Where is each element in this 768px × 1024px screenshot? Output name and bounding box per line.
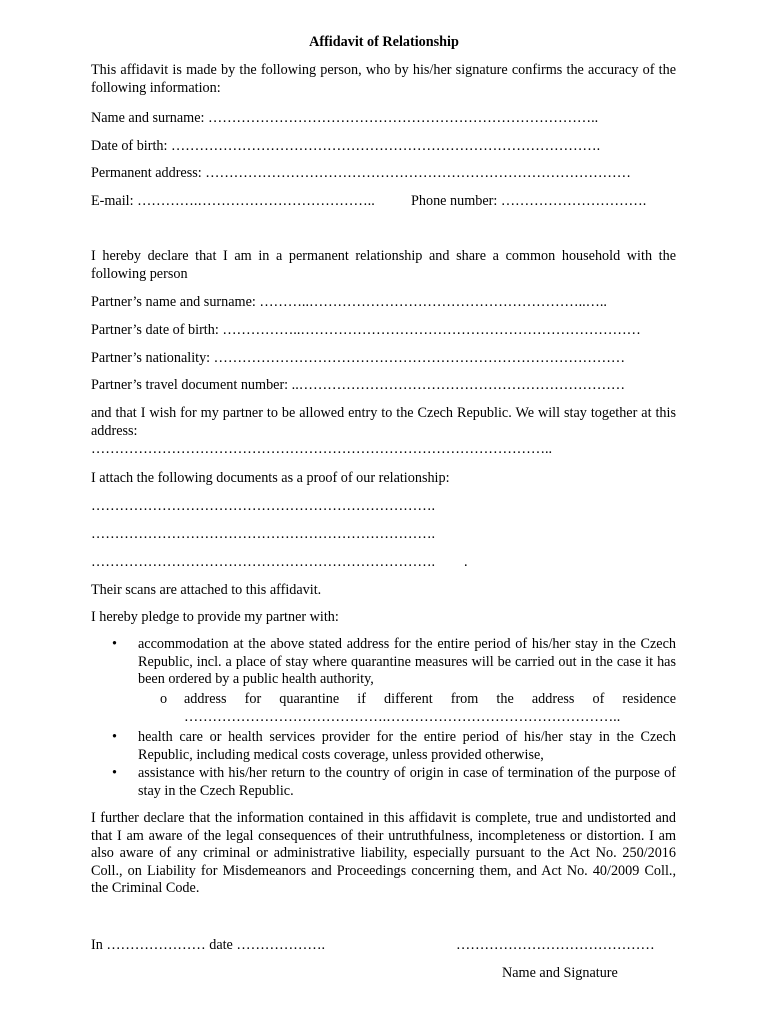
document-title: Affidavit of Relationship bbox=[309, 34, 459, 50]
attach-documents-intro: I attach the following documents as a proof of our relationship: bbox=[91, 470, 450, 486]
partner-travel-document-field: Partner’s travel document number: ..…………………………………………………………… bbox=[91, 377, 626, 393]
pledge-health-care: health care or health services provider for the entire period of his/her stay in the Czech Republic, including medical costs coverage, unless provided otherwise, bbox=[138, 729, 676, 763]
document-line-1: ………………………………………………………………. bbox=[91, 498, 436, 514]
permanent-address-field: Permanent address: ……………………………………………………………………………… bbox=[91, 165, 631, 181]
intro-paragraph: This affidavit is made by the following person, who by his/her signature confirms the accuracy of the following information: bbox=[91, 62, 676, 96]
document-line-3-end: . bbox=[464, 554, 468, 570]
bullet-marker: • bbox=[112, 765, 117, 781]
pledge-return-assistance: assistance with his/her return to the country of origin in case of termination of the purpose of stay in the Czech Republic. bbox=[138, 765, 676, 799]
document-line-2: ………………………………………………………………. bbox=[91, 526, 436, 542]
document-line-3: ………………………………………………………………. bbox=[91, 554, 436, 570]
final-declaration: I further declare that the information contained in this affidavit is complete, true and undistorted and that I am aware of the legal consequences of their untruthfulness, incompleteness or distortion. I am also aware of any criminal or administrative liability, especially pursuant to the Act No. 250/2016 Coll., on Liability for Misdemeanors and Proceedings concerning them, and Act No. 40/2009 Coll., the Criminal Code. bbox=[91, 810, 676, 897]
entry-statement: and that I wish for my partner to be allowed entry to the Czech Republic. We will stay together at this address: bbox=[91, 405, 676, 439]
partner-name-field: Partner’s name and surname: ………..…………………………………………………..….. bbox=[91, 294, 607, 310]
bullet-marker: • bbox=[112, 636, 117, 652]
pledge-accommodation: accommodation at the above stated address for the entire period of his/her stay in the Czech Republic, incl. a place of stay where quarantine measures will be carried out in the case it has been ordered by a public health authority, bbox=[138, 636, 676, 688]
signature-label: Name and Signature bbox=[502, 965, 618, 981]
relationship-declaration: I hereby declare that I am in a permanent relationship and share a common household with the following person bbox=[91, 248, 676, 282]
email-field: E-mail: ………….……………………………….. bbox=[91, 193, 375, 209]
name-field: Name and surname: ……………………………………………………………………….. bbox=[91, 110, 599, 126]
phone-field: Phone number: …………………………. bbox=[411, 193, 647, 209]
date-of-birth-field: Date of birth: ………………………………………………………………………………. bbox=[91, 138, 601, 154]
signature-line: …………………………………… bbox=[456, 937, 655, 953]
partner-date-of-birth-field: Partner’s date of birth: ……………..……………………………………………………………… bbox=[91, 322, 641, 338]
pledge-intro: I hereby pledge to provide my partner with: bbox=[91, 609, 339, 625]
quarantine-address-line: …………………………………….………………………………………….. bbox=[184, 709, 621, 725]
bullet-marker: • bbox=[112, 729, 117, 745]
entry-address-line: …………………………………………………………………………………….. bbox=[91, 441, 553, 457]
quarantine-address-item: address for quarantine if different from the address of residence bbox=[184, 691, 676, 707]
scans-statement: Their scans are attached to this affidavit. bbox=[91, 582, 322, 598]
sub-bullet-marker: o bbox=[160, 691, 168, 707]
partner-nationality-field: Partner’s nationality: …………………………………………………………………………… bbox=[91, 350, 626, 366]
place-and-date-field: In ………………… date ………………. bbox=[91, 937, 326, 953]
